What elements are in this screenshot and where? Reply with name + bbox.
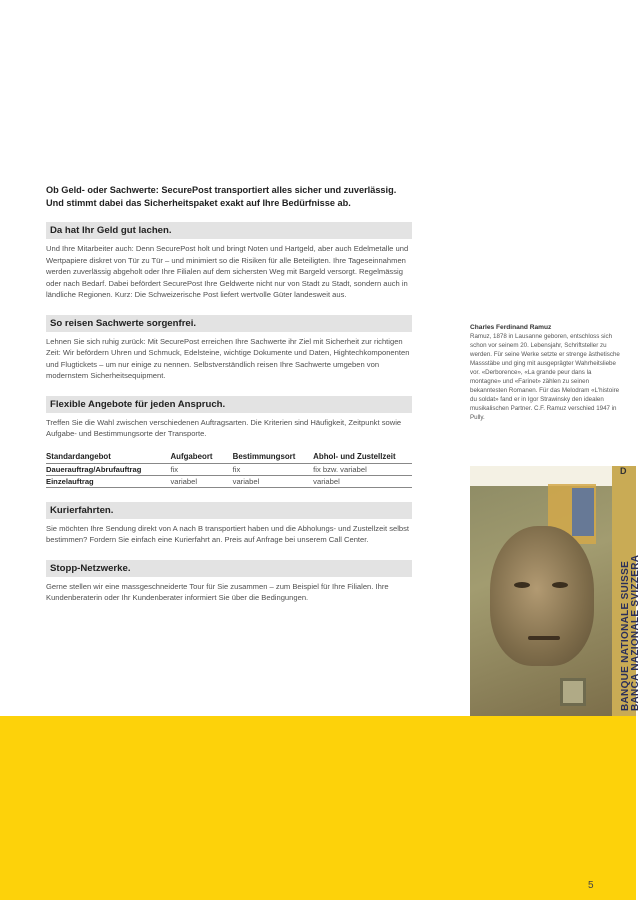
table-cell: fix bzw. variabel (313, 463, 412, 475)
banknote-frame (560, 678, 586, 706)
banknote-corner-letter: D (620, 466, 627, 476)
section-title: Stopp-Netzwerke. (46, 560, 412, 577)
table-row (46, 475, 412, 487)
table-row (46, 463, 412, 475)
bio-name: Charles Ferdinand Ramuz (470, 324, 552, 331)
section-body: Treffen Sie die Wahl zwischen verschiedenen Auftragsarten. Die Kriterien sind Häufigkeit, Zeitpunkt sowie Aufgabe- und Bestimmungsorte der Transporte. (46, 417, 402, 438)
yellow-footer-band (0, 716, 636, 900)
offer-table (46, 451, 412, 488)
portrait-eye (514, 582, 530, 588)
intro-text (46, 184, 412, 210)
banknote-portrait (490, 526, 594, 666)
table-header: Aufgabeort (170, 451, 232, 464)
table-cell: variabel (313, 475, 412, 487)
intro-line-2: Und stimmt dabei das Sicherheitspaket exakt auf Ihre Bedürfnisse ab. (46, 198, 351, 208)
section-body: Gerne stellen wir eine massgeschneiderte Tour für Sie zusammen – zum Beispiel für Ihre Filialen. Ihre Kundenberaterin oder Ihr Kundenberater informiert Sie über die Bedingungen. (46, 581, 389, 602)
section-angebote (46, 396, 412, 488)
table-cell: variabel (170, 475, 232, 487)
table-cell: variabel (233, 475, 314, 487)
section-stopp (46, 560, 412, 604)
banknote-text-french: BANQUE NATIONALE SUISSE (620, 560, 631, 711)
section-title: Flexible Angebote für jeden Anspruch. (46, 396, 412, 413)
portrait-eye (552, 582, 568, 588)
table-header: Standardangebot (46, 451, 170, 464)
main-column (46, 184, 412, 618)
portrait-mouth (528, 636, 560, 640)
banknote-image (470, 466, 641, 716)
table-header: Bestimmungsort (233, 451, 314, 464)
table-cell: fix (233, 463, 314, 475)
section-title: Da hat Ihr Geld gut lachen. (46, 222, 412, 239)
banknote-text-italian: BANCA NAZIONALE SVIZZERA (630, 554, 641, 711)
bio-text: Ramuz, 1878 in Lausanne geboren, entschloss sich schon vor seinem 20. Lebensjahr, Schriftsteller zu werden. Für seine Werke setzte er strenge ästhetische Massstäbe und ging mit ausgeprägter Wahrheitsliebe vor. «Derborence», «La grande peur dans la montagne» und «Farinet» zählen zu seinen bekanntesten Romanen. Für das Melodram «L'histoire du soldat» fand er in Igor Strawinsky den idealen musikalischen Partner. C.F. Ramuz verschied 1947 in Pully. (470, 333, 620, 421)
table-cell: Einzelauftrag (46, 475, 170, 487)
section-geld (46, 222, 412, 301)
section-title: Kurierfahrten. (46, 502, 412, 519)
section-body: Sie möchten Ihre Sendung direkt von A nach B transportiert haben und die Abholungs- und Zustellzeit selbst bestimmen? Fordern Sie einfach eine Kurierfahrt an. Preis auf Anfrage bei unserem Call Center. (46, 523, 410, 544)
table-header-row (46, 451, 412, 464)
table-header: Abhol- und Zustellzeit (313, 451, 412, 464)
table-cell: Dauerauftrag/Abrufauftrag (46, 463, 170, 475)
section-body: Lehnen Sie sich ruhig zurück: Mit SecurePost erreichen Ihre Sachwerte ihr Ziel mit Sicherheit zur richtigen Zeit: Wir befördern Uhren und Schmuck, Edelsteine, wichtige Dokumente und Daten, Hightechkomponenten und Flugtickets – um nur einige zu nennen. Selbstverständlich reisen Ihre Sachwerte umgeben von modernstem Sicherheitsequipment. (46, 336, 410, 380)
table-cell: fix (170, 463, 232, 475)
section-title: So reisen Sachwerte sorgenfrei. (46, 315, 412, 332)
banknote-blue-patch (572, 488, 594, 536)
section-kurier (46, 502, 412, 546)
section-body: Und Ihre Mitarbeiter auch: Denn SecurePost holt und bringt Noten und Hartgeld, aber auch Edelmetalle und Wertpapiere diskret von Tür zu Tür – und minimiert so die Risiken für alle Beteiligten. Ihre Tageseinnahmen werden zuverlässig abgeholt oder Ihre Filialen auf dem sichersten Weg mit Bargeld versorgt. Regelmässig oder nach Bedarf. Dabei befördert SecurePost Ihre Geldwerte nicht nur von Stadt zu Stadt, sondern auch in ländliche Regionen. Kurz: Die Schweizerische Post liefert wertvolle Güter landesweit aus. (46, 244, 409, 299)
section-sachwerte (46, 315, 412, 382)
sidebar-bio (470, 323, 620, 422)
intro-line-1: Ob Geld- oder Sachwerte: SecurePost transportiert alles sicher und zuverlässig. (46, 185, 397, 195)
page-number: 5 (588, 880, 594, 891)
